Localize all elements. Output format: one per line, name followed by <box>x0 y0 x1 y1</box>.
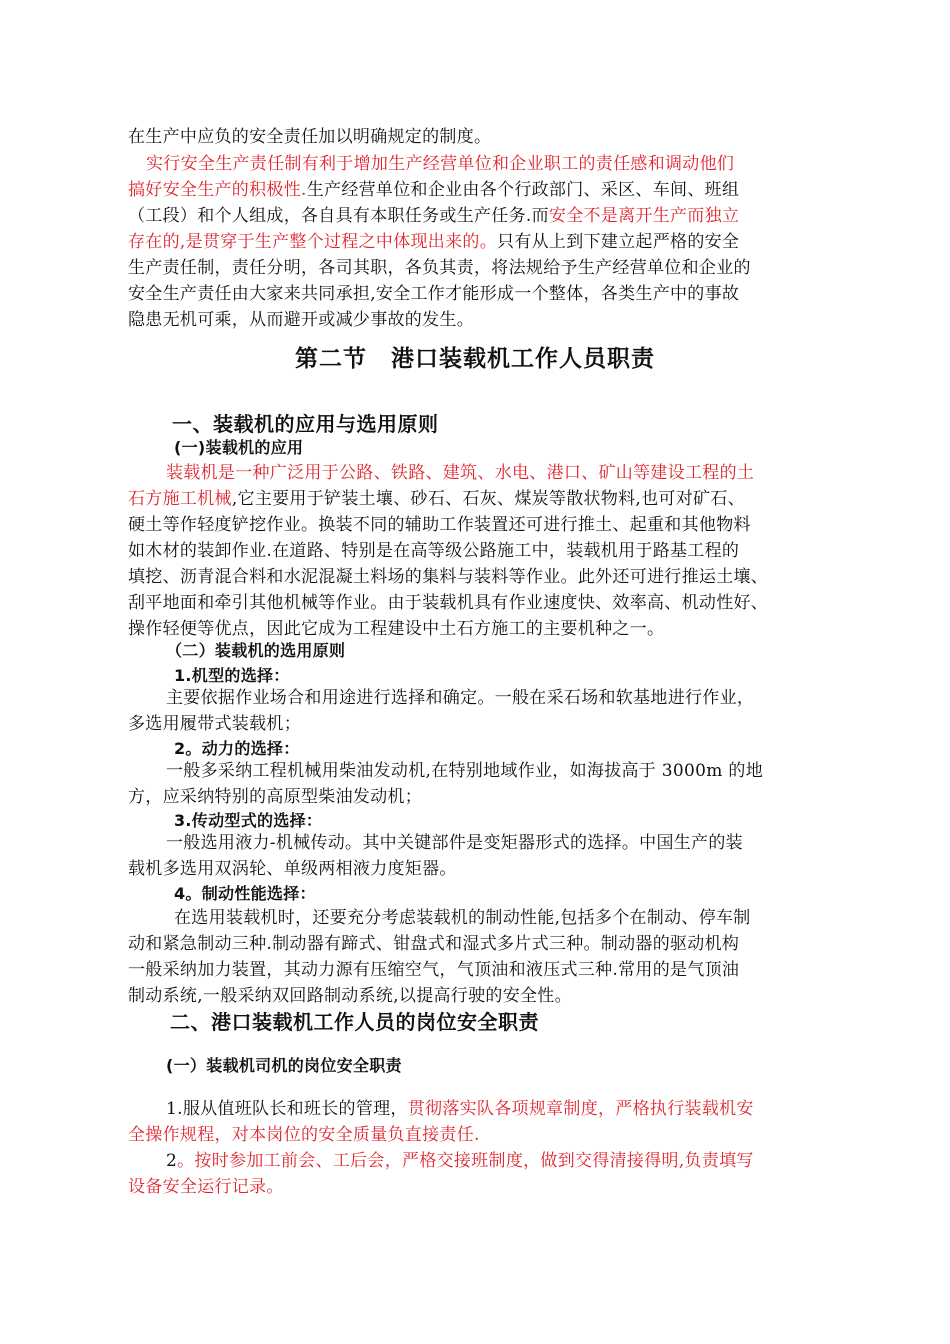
paragraph-line: 安全生产责任由大家来共同承担,安全工作才能形成一个整体，各类生产中的事故 <box>128 284 740 304</box>
paragraph-line: 填挖、沥青混合料和水泥混凝土料场的集料与装料等作业。此外还可进行推运土壤、 <box>128 567 769 587</box>
paragraph-line: 多选用履带式装载机； <box>128 714 301 734</box>
paragraph-line: 一般采纳加力装置，其动力源有压缩空气，气顶油和液压式三种.常用的是气顶油 <box>128 960 740 980</box>
duty-line: 全操作规程，对本岗位的安全质量负直接责任. <box>128 1125 480 1145</box>
duty-line: 1.服从值班队长和班长的管理，贯彻落实队各项规章制度，严格执行装载机安 <box>166 1099 754 1119</box>
duty-line: 设备安全运行记录。 <box>128 1177 284 1197</box>
paragraph-line: 一般多采纳工程机械用柴油发动机,在特别地域作业，如海拔高于 3000m 的地 <box>166 761 763 781</box>
paragraph-line: 操作轻便等优点，因此它成为工程建设中土石方施工的主要机种之一。 <box>128 619 665 639</box>
duty-line: 2。按时参加工前会、工后会，严格交接班制度，做到交得清接得明,负责填写 <box>166 1151 754 1171</box>
section-title: 第二节 港口装载机工作人员职责 <box>295 346 655 372</box>
paragraph-line: 生产责任制，责任分明，各司其职，各负其责，将法规给予生产经营单位和企业的 <box>128 258 751 278</box>
item-title: 2。动力的选择： <box>174 739 300 758</box>
paragraph-line: 一般选用液力-机械传动。其中关键部件是变矩器形式的选择。中国生产的装 <box>166 833 743 853</box>
paragraph-line: 实行安全生产责任制有利于增加生产经营单位和企业职工的责任感和调动他们 <box>146 154 735 174</box>
paragraph-line: 制动系统,一般采纳双回路制动系统,以提高行驶的安全性。 <box>128 986 572 1006</box>
paragraph-line: 载机多选用双涡轮、单级两相液力度矩器。 <box>128 859 457 879</box>
subheading-application: (一)装载机的应用 <box>174 438 304 457</box>
item-title: 1.机型的选择： <box>174 666 290 685</box>
paragraph-line: 搞好安全生产的积极性.生产经营单位和企业由各个行政部门、采区、车间、班组 <box>128 180 740 200</box>
heading-two: 二、港口装载机工作人员的岗位安全职责 <box>170 1010 539 1034</box>
paragraph-line: 在生产中应负的安全责任加以明确规定的制度。 <box>128 127 492 147</box>
paragraph-line: 装载机是一种广泛用于公路、铁路、建筑、水电、港口、矿山等建设工程的土 <box>166 463 755 483</box>
heading-one: 一、装载机的应用与选用原则 <box>172 412 439 436</box>
paragraph-line: 动和紧急制动三种.制动器有蹄式、钳盘式和湿式多片式三种。制动器的驱动机构 <box>128 934 740 954</box>
paragraph-line: 如木材的装卸作业.在道路、特别是在高等级公路施工中，装载机用于路基工程的 <box>128 541 740 561</box>
paragraph-line: 在选用装载机时，还要充分考虑装载机的制动性能,包括多个在制动、停车制 <box>174 908 751 928</box>
paragraph-line: 石方施工机械,它主要用于铲装土壤、砂石、石灰、煤炭等散状物料,也可对矿石、 <box>128 489 745 509</box>
subheading-driver-duties: (一）装载机司机的岗位安全职责 <box>166 1056 402 1075</box>
paragraph-line: （工段）和个人组成，各自具有本职任务或生产任务.而安全不是离开生产而独立 <box>128 206 740 226</box>
item-title: 3.传动型式的选择： <box>174 811 323 830</box>
paragraph-line: 隐患无机可乘，从而避开或减少事故的发生。 <box>128 310 474 330</box>
paragraph-line: 硬土等作轻度铲挖作业。换装不同的辅助工作装置还可进行推土、起重和其他物料 <box>128 515 751 535</box>
subheading-selection: （二）装载机的选用原则 <box>166 641 346 660</box>
paragraph-line: 方，应采纳特别的高原型柴油发动机； <box>128 787 423 807</box>
paragraph-line: 存在的,是贯穿于生产整个过程之中体现出来的。只有从上到下建立起严格的安全 <box>128 232 740 252</box>
item-title: 4。制动性能选择： <box>174 884 316 903</box>
paragraph-line: 刮平地面和牵引其他机械等作业。由于装载机具有作业速度快、效率高、机动性好、 <box>128 593 769 613</box>
paragraph-line: 主要依据作业场合和用途进行选择和确定。一般在采石场和软基地进行作业， <box>166 688 755 708</box>
